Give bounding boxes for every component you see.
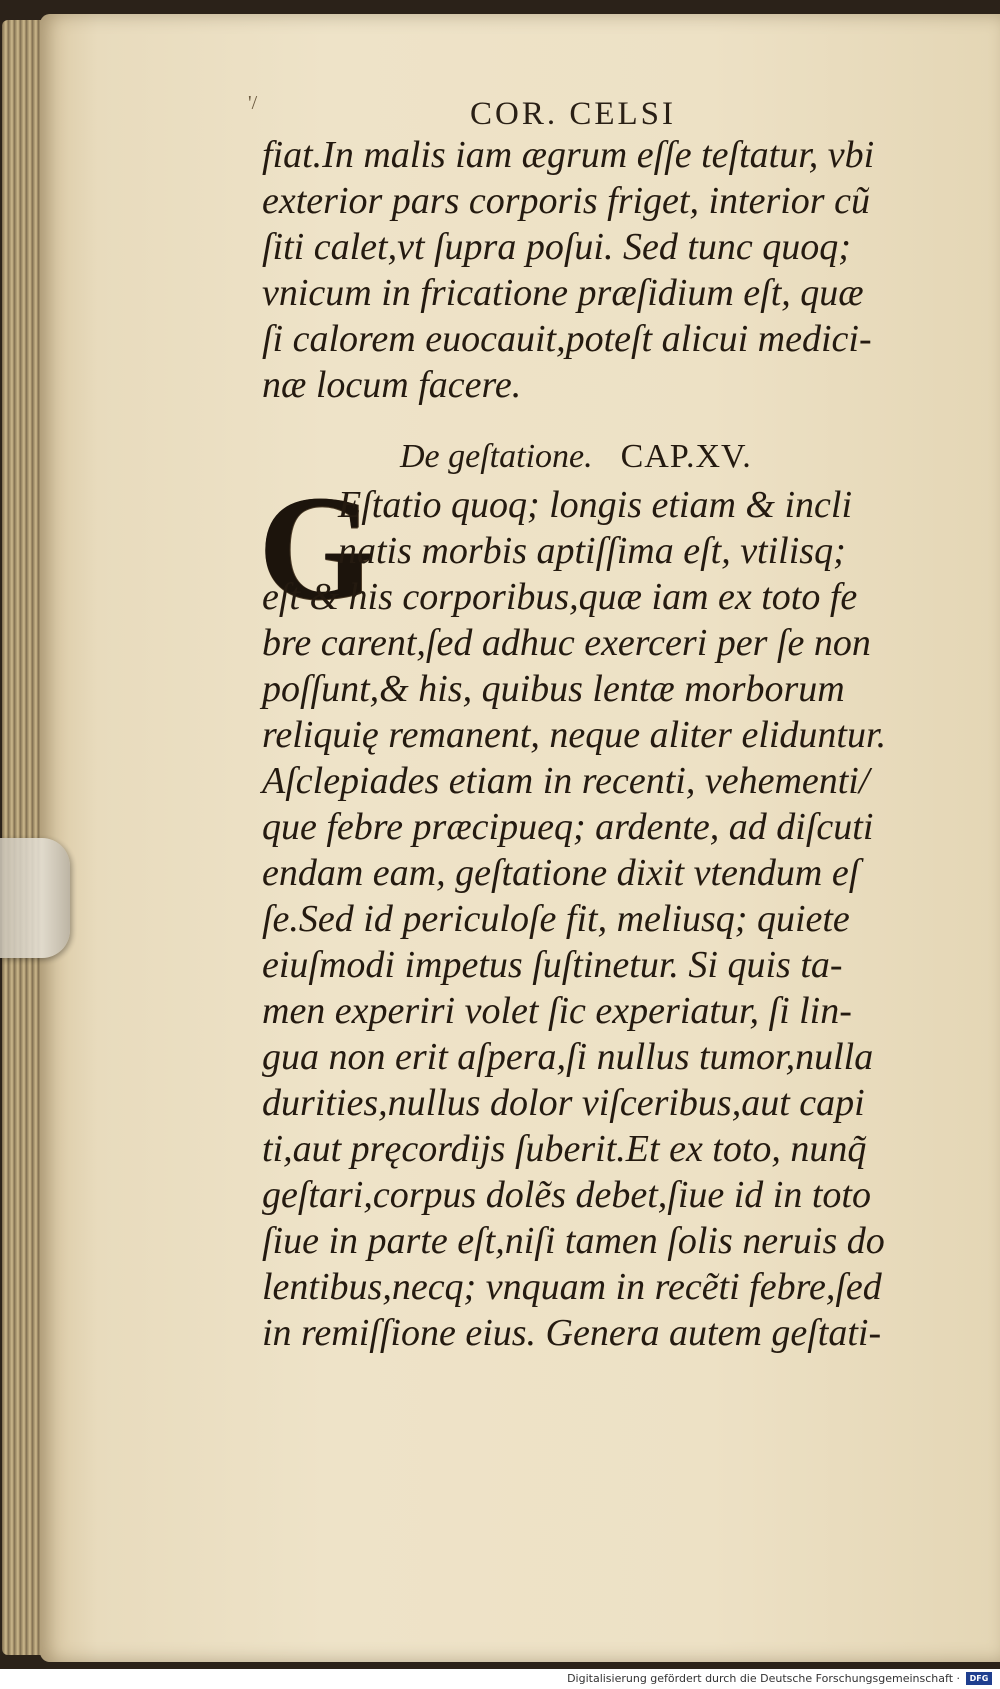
text-line: natis morbis aptiſſima eſt, vtilisq; xyxy=(338,530,846,572)
text-line: Eſtatio quoq; longis etiam & incli xyxy=(338,484,853,526)
text-line: ſi calorem euocauit,poteſt alicui medici- xyxy=(262,318,872,360)
credit-text: Digitalisierung gefördert durch die Deutsche Forschungsgemeinschaft · xyxy=(567,1671,960,1685)
text-line: geſtari,corpus dolẽs debet,ſiue id in toto xyxy=(262,1174,871,1216)
running-head: COR. CELSI xyxy=(470,96,677,132)
text-line: fiat.In malis iam ægrum eſſe teſtatur, vbi xyxy=(262,134,875,176)
text-line: reliquię remanent, neque aliter eliduntur. xyxy=(262,714,887,756)
drop-cap: G xyxy=(258,465,375,631)
text-line: eiuſmodi impetus ſuſtinetur. Si quis ta- xyxy=(262,944,843,986)
chapter-title: De geſtatione. xyxy=(400,438,593,475)
text-line: Aſclepiades etiam in recenti, vehementi/ xyxy=(262,760,870,802)
text-line: ſiue in parte eſt,niſi tamen ſolis neruis do xyxy=(262,1220,885,1262)
text-line: ti,aut pręcordijs ſuberit.Et ex toto, nunq̃ xyxy=(262,1128,867,1170)
text-line: eſt & his corporibus,quæ iam ex toto fe xyxy=(262,576,858,618)
text-line: ſiti calet,vt ſupra poſui. Sed tunc quoq; xyxy=(262,226,851,268)
text-line: que febre præcipueq; ardente, ad diſcuti xyxy=(262,806,874,848)
text-line: næ locum facere. xyxy=(262,364,522,406)
text-line: lentibus,necq; vnquam in recẽti febre,ſed xyxy=(262,1266,882,1308)
chapter-heading xyxy=(400,438,752,476)
text-line: durities,nullus dolor viſceribus,aut capi xyxy=(262,1082,865,1124)
text-line: endam eam, geſtatione dixit vtendum eſ xyxy=(262,852,860,894)
text-line: exterior pars corporis friget, interior cũ xyxy=(262,180,870,222)
text-line: bre carent,ſed adhuc exerceri per ſe non xyxy=(262,622,871,664)
dfg-logo: DFG xyxy=(966,1672,992,1685)
page-clip xyxy=(0,838,70,958)
text-line: vnicum in fricatione præſidium eſt, quæ xyxy=(262,272,864,314)
text-line: ſe.Sed id periculoſe fit, meliusq; quiete xyxy=(262,898,850,940)
chapter-number: CAP.XV. xyxy=(620,438,752,475)
text-line: in remiſſione eius. Genera autem geſtati- xyxy=(262,1312,882,1354)
digitization-credit xyxy=(567,1669,992,1687)
text-line: gua non erit aſpera,ſi nullus tumor,nulla xyxy=(262,1036,874,1078)
text-line: men experiri volet ſic experiatur, ſi lin- xyxy=(262,990,852,1032)
page-corner-mark: '/ xyxy=(248,92,258,114)
text-line: poſſunt,& his, quibus lentæ morborum xyxy=(262,668,845,710)
